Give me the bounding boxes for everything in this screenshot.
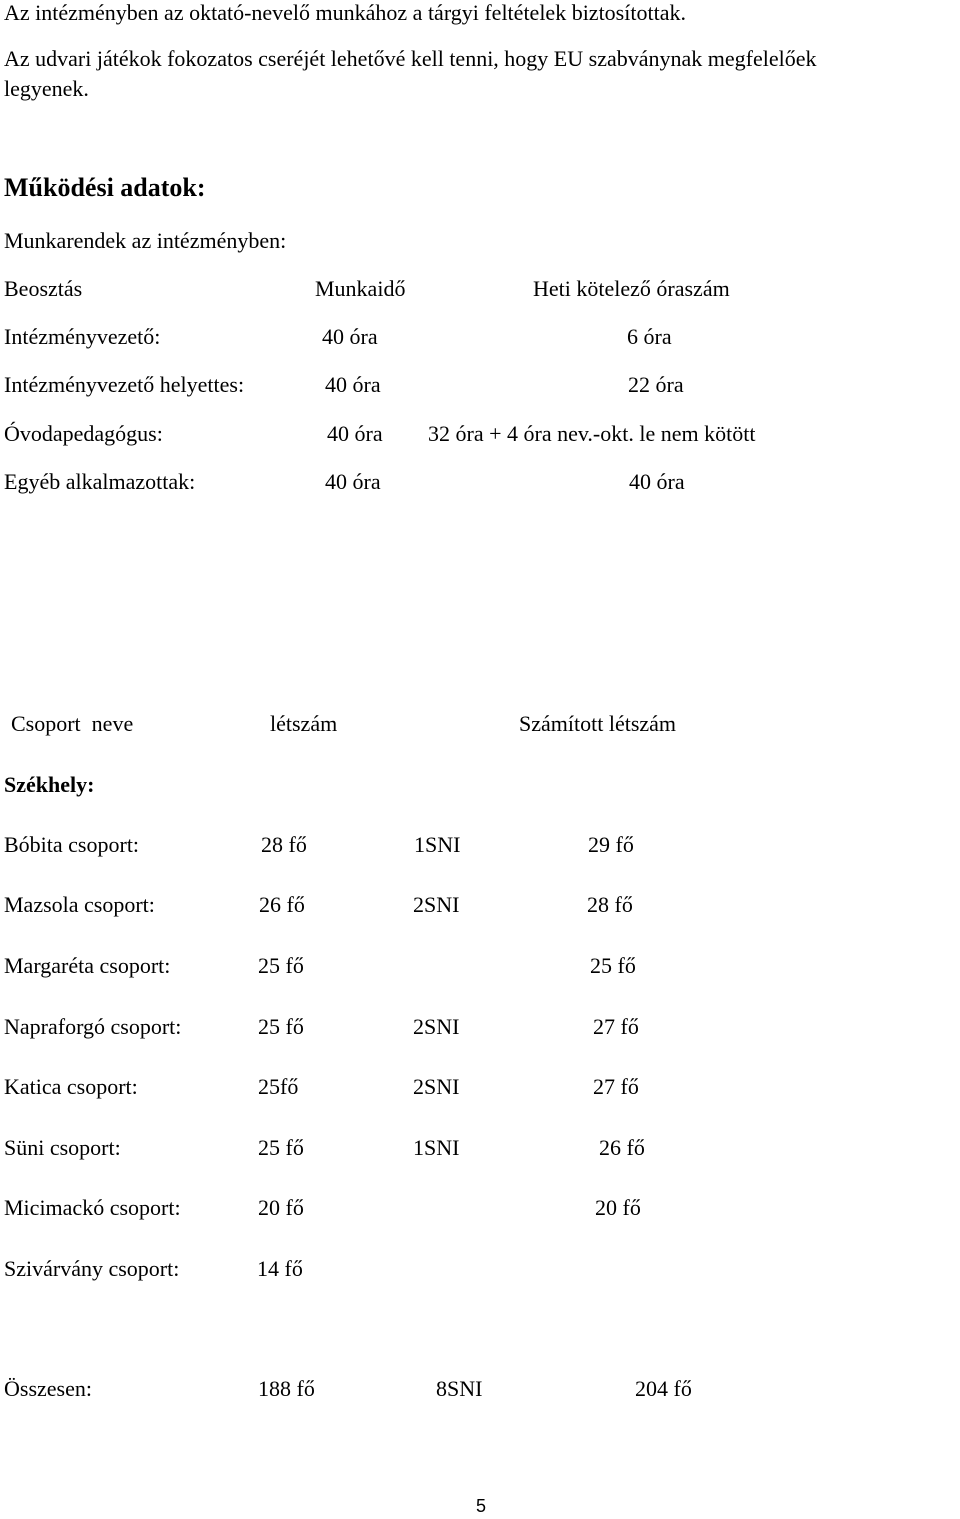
group-row-5-count: 25fő [258, 1074, 299, 1099]
group-row-7-name: Micimackó csoport: [4, 1195, 181, 1220]
ws-row-2-position: Intézményvezető helyettes: [4, 372, 245, 397]
groups-header-computed: Számított létszám [519, 711, 677, 736]
group-row-6-sni: 1SNI [413, 1135, 460, 1160]
total-label: Összesen: [4, 1376, 92, 1401]
group-row-6-name: Süni csoport: [4, 1135, 121, 1160]
group-row-3-computed: 25 fő [590, 953, 636, 978]
intro-line-3: legyenek. [4, 76, 89, 101]
group-row-8-count: 14 fő [257, 1256, 303, 1281]
group-row-4-name: Napraforgó csoport: [4, 1014, 182, 1039]
page-number: 5 [476, 1496, 487, 1516]
group-row-4-sni: 2SNI [413, 1014, 460, 1039]
group-row-4-computed: 27 fő [593, 1014, 639, 1039]
section-title: Működési adatok: [4, 173, 206, 202]
group-row-2-count: 26 fő [259, 892, 305, 917]
group-row-1-sni: 1SNI [414, 832, 461, 857]
intro-line-1: Az intézményben az oktató-nevelő munkához a tárgyi feltételek biztosítottak. [4, 0, 686, 25]
ws-header-weekly-hours: Heti kötelező óraszám [533, 276, 730, 301]
ws-header-position: Beosztás [4, 276, 83, 301]
group-row-3-count: 25 fő [258, 953, 304, 978]
group-row-6-computed: 26 fő [599, 1135, 645, 1160]
group-row-4-count: 25 fő [258, 1014, 304, 1039]
ws-row-3-position: Óvodapedagógus: [4, 421, 163, 446]
ws-row-4-weekly: 40 óra [629, 469, 685, 494]
total-count: 188 fő [258, 1376, 315, 1401]
ws-row-2-worktime: 40 óra [325, 372, 381, 397]
group-row-6-count: 25 fő [258, 1135, 304, 1160]
ws-row-4-position: Egyéb alkalmazottak: [4, 469, 196, 494]
ws-row-4-worktime: 40 óra [325, 469, 381, 494]
group-row-3-name: Margaréta csoport: [4, 953, 171, 978]
ws-row-1-position: Intézményvezető: [4, 324, 161, 349]
group-row-5-name: Katica csoport: [4, 1074, 138, 1099]
ws-row-3-worktime: 40 óra [327, 421, 383, 446]
group-row-1-name: Bóbita csoport: [4, 832, 140, 857]
total-computed: 204 fő [635, 1376, 692, 1401]
work-schedule-subtitle: Munkarendek az intézményben: [4, 228, 287, 253]
ws-row-3-weekly: 32 óra + 4 óra nev.-okt. le nem kötött [428, 421, 756, 446]
groups-header-count: létszám [270, 711, 338, 736]
group-row-8-name: Szivárvány csoport: [4, 1256, 180, 1281]
ws-row-2-weekly: 22 óra [628, 372, 684, 397]
group-row-1-computed: 29 fő [588, 832, 634, 857]
group-row-5-computed: 27 fő [593, 1074, 639, 1099]
ws-row-1-worktime: 40 óra [322, 324, 378, 349]
group-row-2-sni: 2SNI [413, 892, 460, 917]
total-sni: 8SNI [436, 1376, 483, 1401]
ws-row-1-weekly: 6 óra [627, 324, 672, 349]
group-row-7-count: 20 fő [258, 1195, 304, 1220]
intro-line-2: Az udvari játékok fokozatos cseréjét lehetővé kell tenni, hogy EU szabványnak megfelelőek [4, 46, 817, 71]
group-row-7-computed: 20 fő [595, 1195, 641, 1220]
site-label: Székhely: [4, 772, 95, 797]
group-row-2-computed: 28 fő [587, 892, 633, 917]
group-row-1-count: 28 fő [261, 832, 307, 857]
ws-header-worktime: Munkaidő [315, 276, 406, 301]
groups-header-name: Csoport neve [11, 711, 134, 736]
group-row-2-name: Mazsola csoport: [4, 892, 155, 917]
group-row-5-sni: 2SNI [413, 1074, 460, 1099]
